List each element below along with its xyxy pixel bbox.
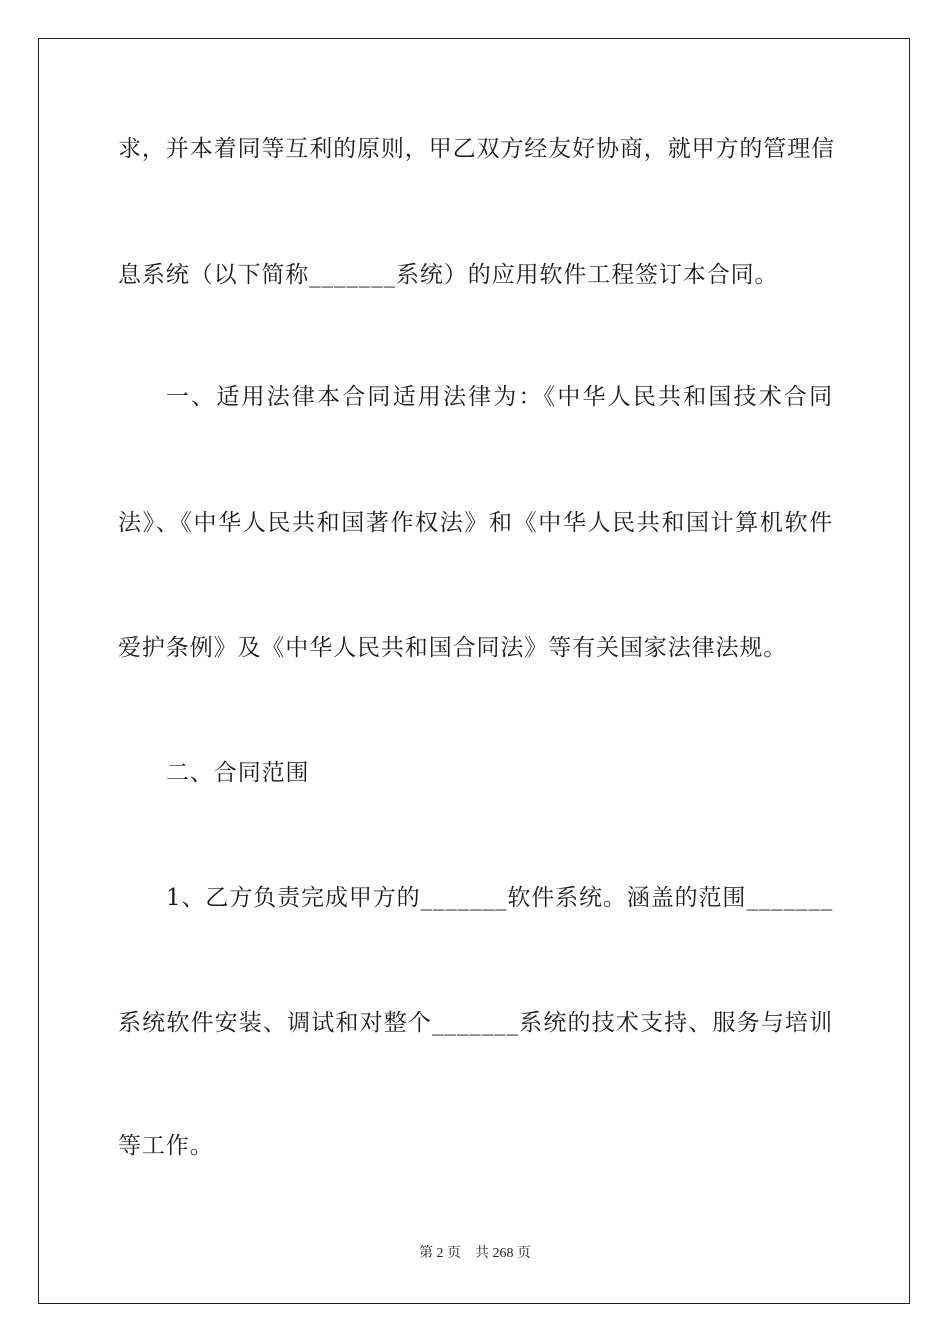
text-line-3-section-heading: 一、适用法律本合同适用法律为：《中华人民共和国技术合同 xyxy=(166,384,833,410)
text-line-2: 息系统（以下简称_______系统）的应用软件工程签订本合同。 xyxy=(118,262,779,288)
text-line-7: 1、乙方负责完成甲方的_______软件系统。涵盖的范围_______ xyxy=(166,885,834,911)
page-number-footer: 第 2 页 共 268 页 xyxy=(419,1246,531,1261)
section-heading-scope: 二、合同范围 xyxy=(166,760,310,786)
text-line-9: 等工作。 xyxy=(118,1133,214,1159)
text-line-1: 求，并本着同等互利的原则，甲乙双方经友好协商，就甲方的管理信 xyxy=(118,136,835,162)
text-line-5: 爱护条例》及《中华人民共和国合同法》等有关国家法律法规。 xyxy=(118,635,788,661)
text-line-8: 系统软件安装、调试和对整个_______系统的技术支持、服务与培训 xyxy=(118,1010,833,1036)
page-border xyxy=(38,38,910,1304)
text-line-4: 法》、《中华人民共和国著作权法》和《中华人民共和国计算机软件 xyxy=(118,510,833,536)
